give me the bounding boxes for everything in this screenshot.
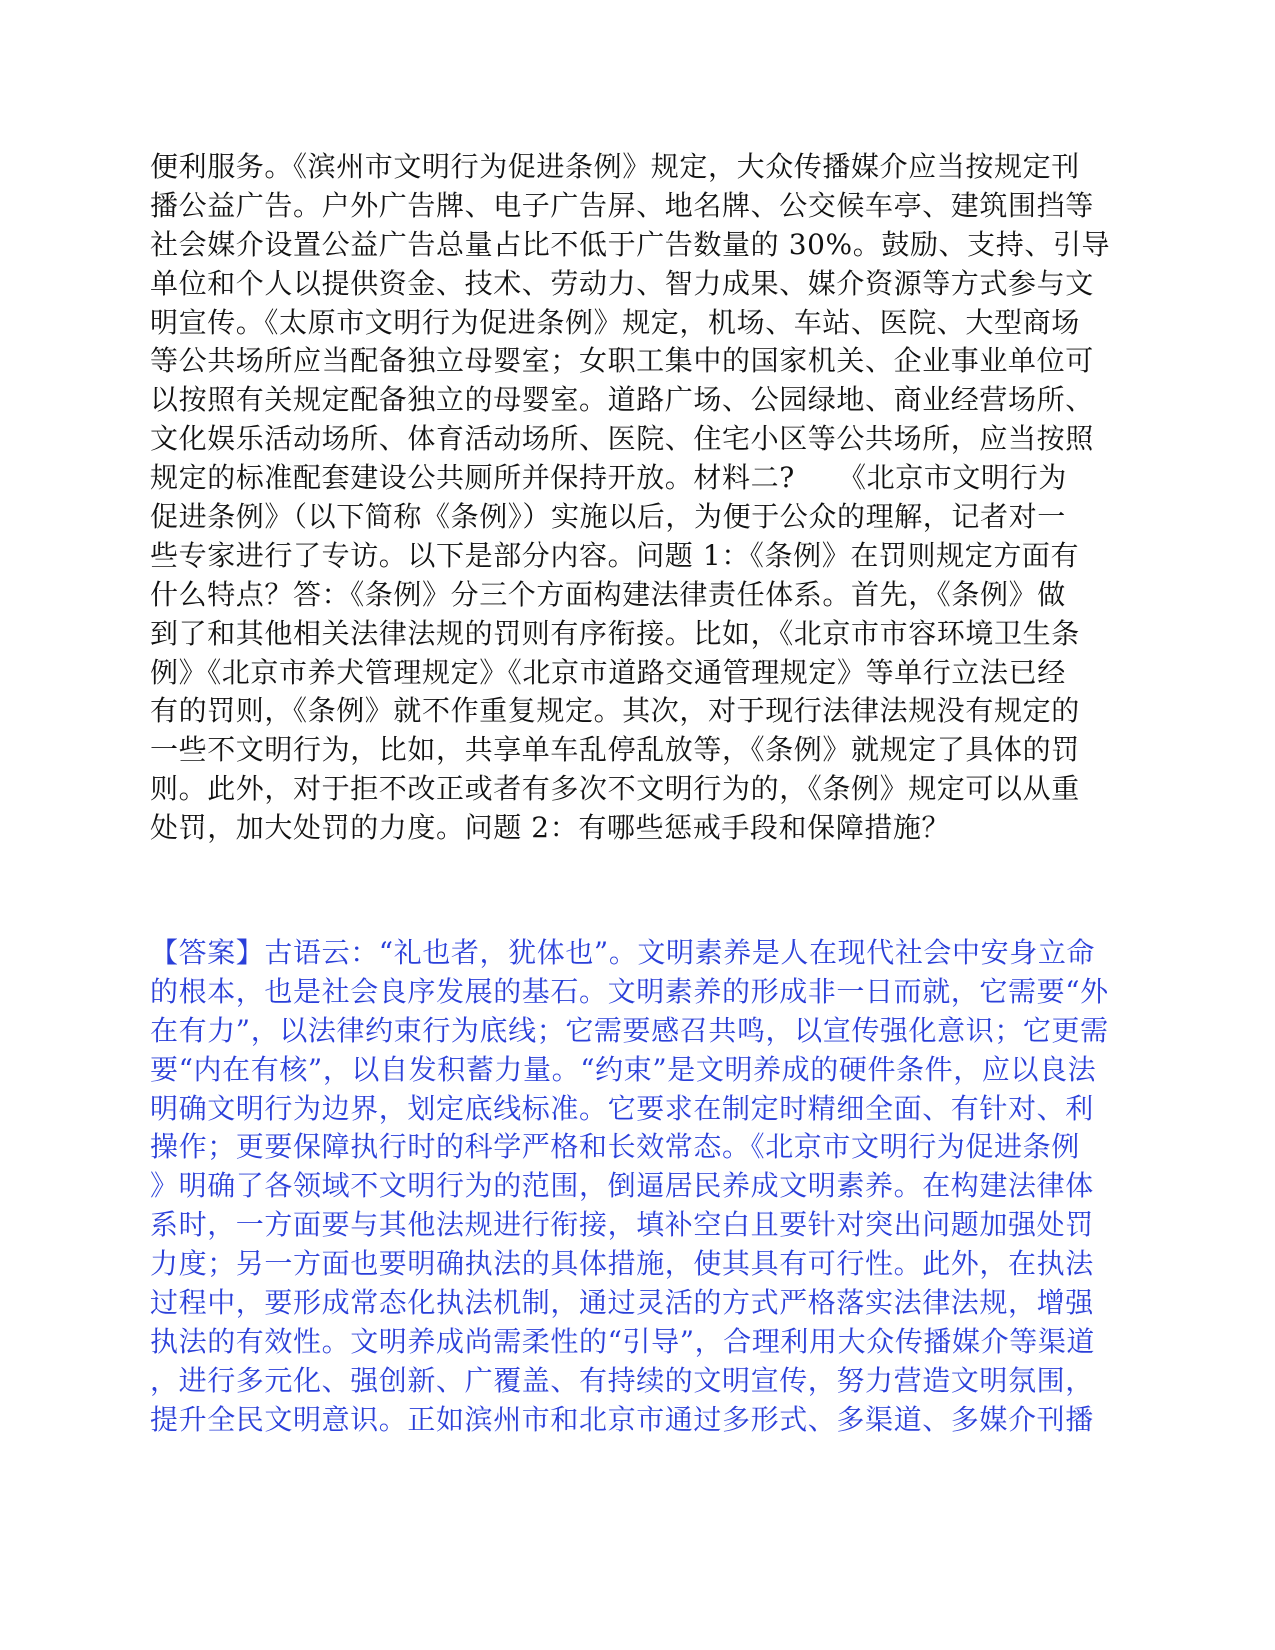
answer-line: 》明确了各领域不文明行为的范围，倒逼居民养成文明素养。在构建法律体 — [150, 1169, 1094, 1203]
material-line: 则。此外，对于拒不改正或者有多次不文明行为的，《条例》规定可以从重 — [150, 772, 1080, 806]
answer-line: 要“内在有核”，以自发积蓄力量。“约束”是文明养成的硬件条件，应以良法 — [150, 1052, 1097, 1086]
answer-line: 提升全民文明意识。正如滨州市和北京市通过多形式、多渠道、多媒介刊播 — [150, 1402, 1094, 1436]
answer-text-block — [150, 934, 1110, 1440]
material-line: 促进条例》（以下简称《条例》）实施以后，为便于公众的理解，记者对一 — [150, 500, 1066, 534]
answer-line: 系时，一方面要与其他法规进行衔接，填补空白且要针对突出问题加强处罚 — [150, 1208, 1094, 1242]
material-line: 处罚，加大处罚的力度。问题 2：有哪些惩戒手段和保障措施？ — [150, 811, 951, 845]
answer-line: 【答案】古语云：“礼也者，犹体也”。文明素养是人在现代社会中安身立命 — [150, 936, 1096, 969]
material-line: 文化娱乐活动场所、体育活动场所、医院、住宅小区等公共场所，应当按照 — [150, 422, 1094, 456]
answer-line: 的根本，也是社会良序发展的基石。文明素养的形成非一日而就，它需要“外 — [150, 974, 1109, 1008]
material-line: 社会媒介设置公益广告总量占比不低于广告数量的 30%。鼓励、支持、引导 — [150, 227, 1111, 261]
material-line: 等公共场所应当配备独立母婴室；女职工集中的国家机关、企业事业单位可 — [150, 344, 1094, 378]
material-line: 便利服务。《滨州市文明行为促进条例》规定，大众传播媒介应当按规定刊 — [150, 150, 1080, 183]
material-line: 以按照有关规定配备独立的母婴室。道路广场、公园绿地、商业经营场所、 — [150, 383, 1094, 417]
material-line: 什么特点？答：《条例》分三个方面构建法律责任体系。首先，《条例》做 — [150, 577, 1066, 611]
material-line: 单位和个人以提供资金、技术、劳动力、智力成果、媒介资源等方式参与文 — [150, 266, 1094, 300]
material-text-block — [150, 148, 1110, 848]
material-line: 播公益广告。户外广告牌、电子广告屏、地名牌、公交候车亭、建筑围挡等 — [150, 188, 1094, 222]
material-line: 例》《北京市养犬管理规定》《北京市道路交通管理规定》等单行立法已经 — [150, 655, 1066, 689]
answer-line: 明确文明行为边界，划定底线标准。它要求在制定时精细全面、有针对、利 — [150, 1091, 1094, 1125]
answer-line: 在有力”，以法律约束行为底线；它需要感召共鸣，以宣传强化意识；它更需 — [150, 1013, 1109, 1047]
material-line: 有的罚则，《条例》就不作重复规定。其次，对于现行法律法规没有规定的 — [150, 694, 1080, 728]
answer-line: 过程中，要形成常态化执法机制，通过灵活的方式严格落实法律法规，增强 — [150, 1286, 1094, 1320]
material-line: 明宣传。《太原市文明行为促进条例》规定，机场、车站、医院、大型商场 — [150, 305, 1080, 339]
material-line: 些专家进行了专访。以下是部分内容。问题 1：《条例》在罚则规定方面有 — [150, 538, 1080, 572]
answer-line: 操作；更要保障执行时的科学严格和长效常态。《北京市文明行为促进条例 — [150, 1130, 1080, 1164]
material-line: 一些不文明行为，比如，共享单车乱停乱放等，《条例》就规定了具体的罚 — [150, 733, 1080, 767]
material-line: 到了和其他相关法律法规的罚则有序衔接。比如，《北京市市容环境卫生条 — [150, 616, 1080, 650]
answer-line: 力度；另一方面也要明确执法的具体措施，使其具有可行性。此外，在执法 — [150, 1247, 1094, 1281]
answer-line: 执法的有效性。文明养成尚需柔性的“引导”，合理利用大众传播媒介等渠道 — [150, 1324, 1096, 1358]
material-line: 规定的标准配套建设公共厕所并保持开放。材料二? 《北京市文明行为 — [150, 461, 1067, 495]
answer-line: ，进行多元化、强创新、广覆盖、有持续的文明宣传，努力营造文明氛围， — [150, 1363, 1094, 1397]
